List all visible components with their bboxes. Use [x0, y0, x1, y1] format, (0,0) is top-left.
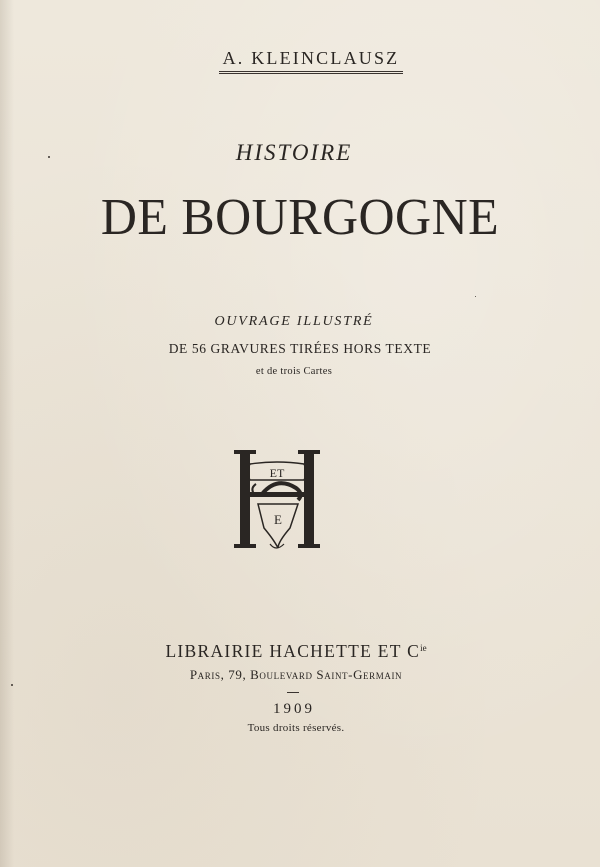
hachette-monogram-icon [232, 448, 324, 554]
illustrated-note: OUVRAGE ILLUSTRÉ [214, 314, 374, 329]
paper-speck [11, 684, 13, 686]
author-line [0, 48, 600, 74]
maps-note: et de trois Cartes [255, 366, 333, 377]
book-title: DE BOURGOGNE [100, 189, 500, 246]
publication-year: 1909 [273, 701, 315, 717]
monogram-lower-letter: E [274, 512, 282, 527]
paper-speck [475, 296, 476, 297]
publisher-name-sup: ie [420, 643, 427, 653]
publisher-name-text: LIBRAIRIE HACHETTE ET C [165, 641, 421, 661]
publisher-name [0, 641, 596, 662]
author-name: A. KLEINCLAUSZ [219, 48, 404, 74]
separator-rule [287, 692, 299, 693]
paper-speck [48, 156, 50, 158]
engravings-note: DE 56 GRAVURES TIRÉES HORS TEXTE [168, 341, 432, 356]
rights-notice: Tous droits réservés. [247, 722, 345, 734]
publisher-address: Paris, 79, Boulevard Saint-Germain [189, 667, 403, 682]
title-prefix: HISTOIRE [235, 140, 353, 165]
monogram-top-letters: ET [269, 466, 285, 480]
